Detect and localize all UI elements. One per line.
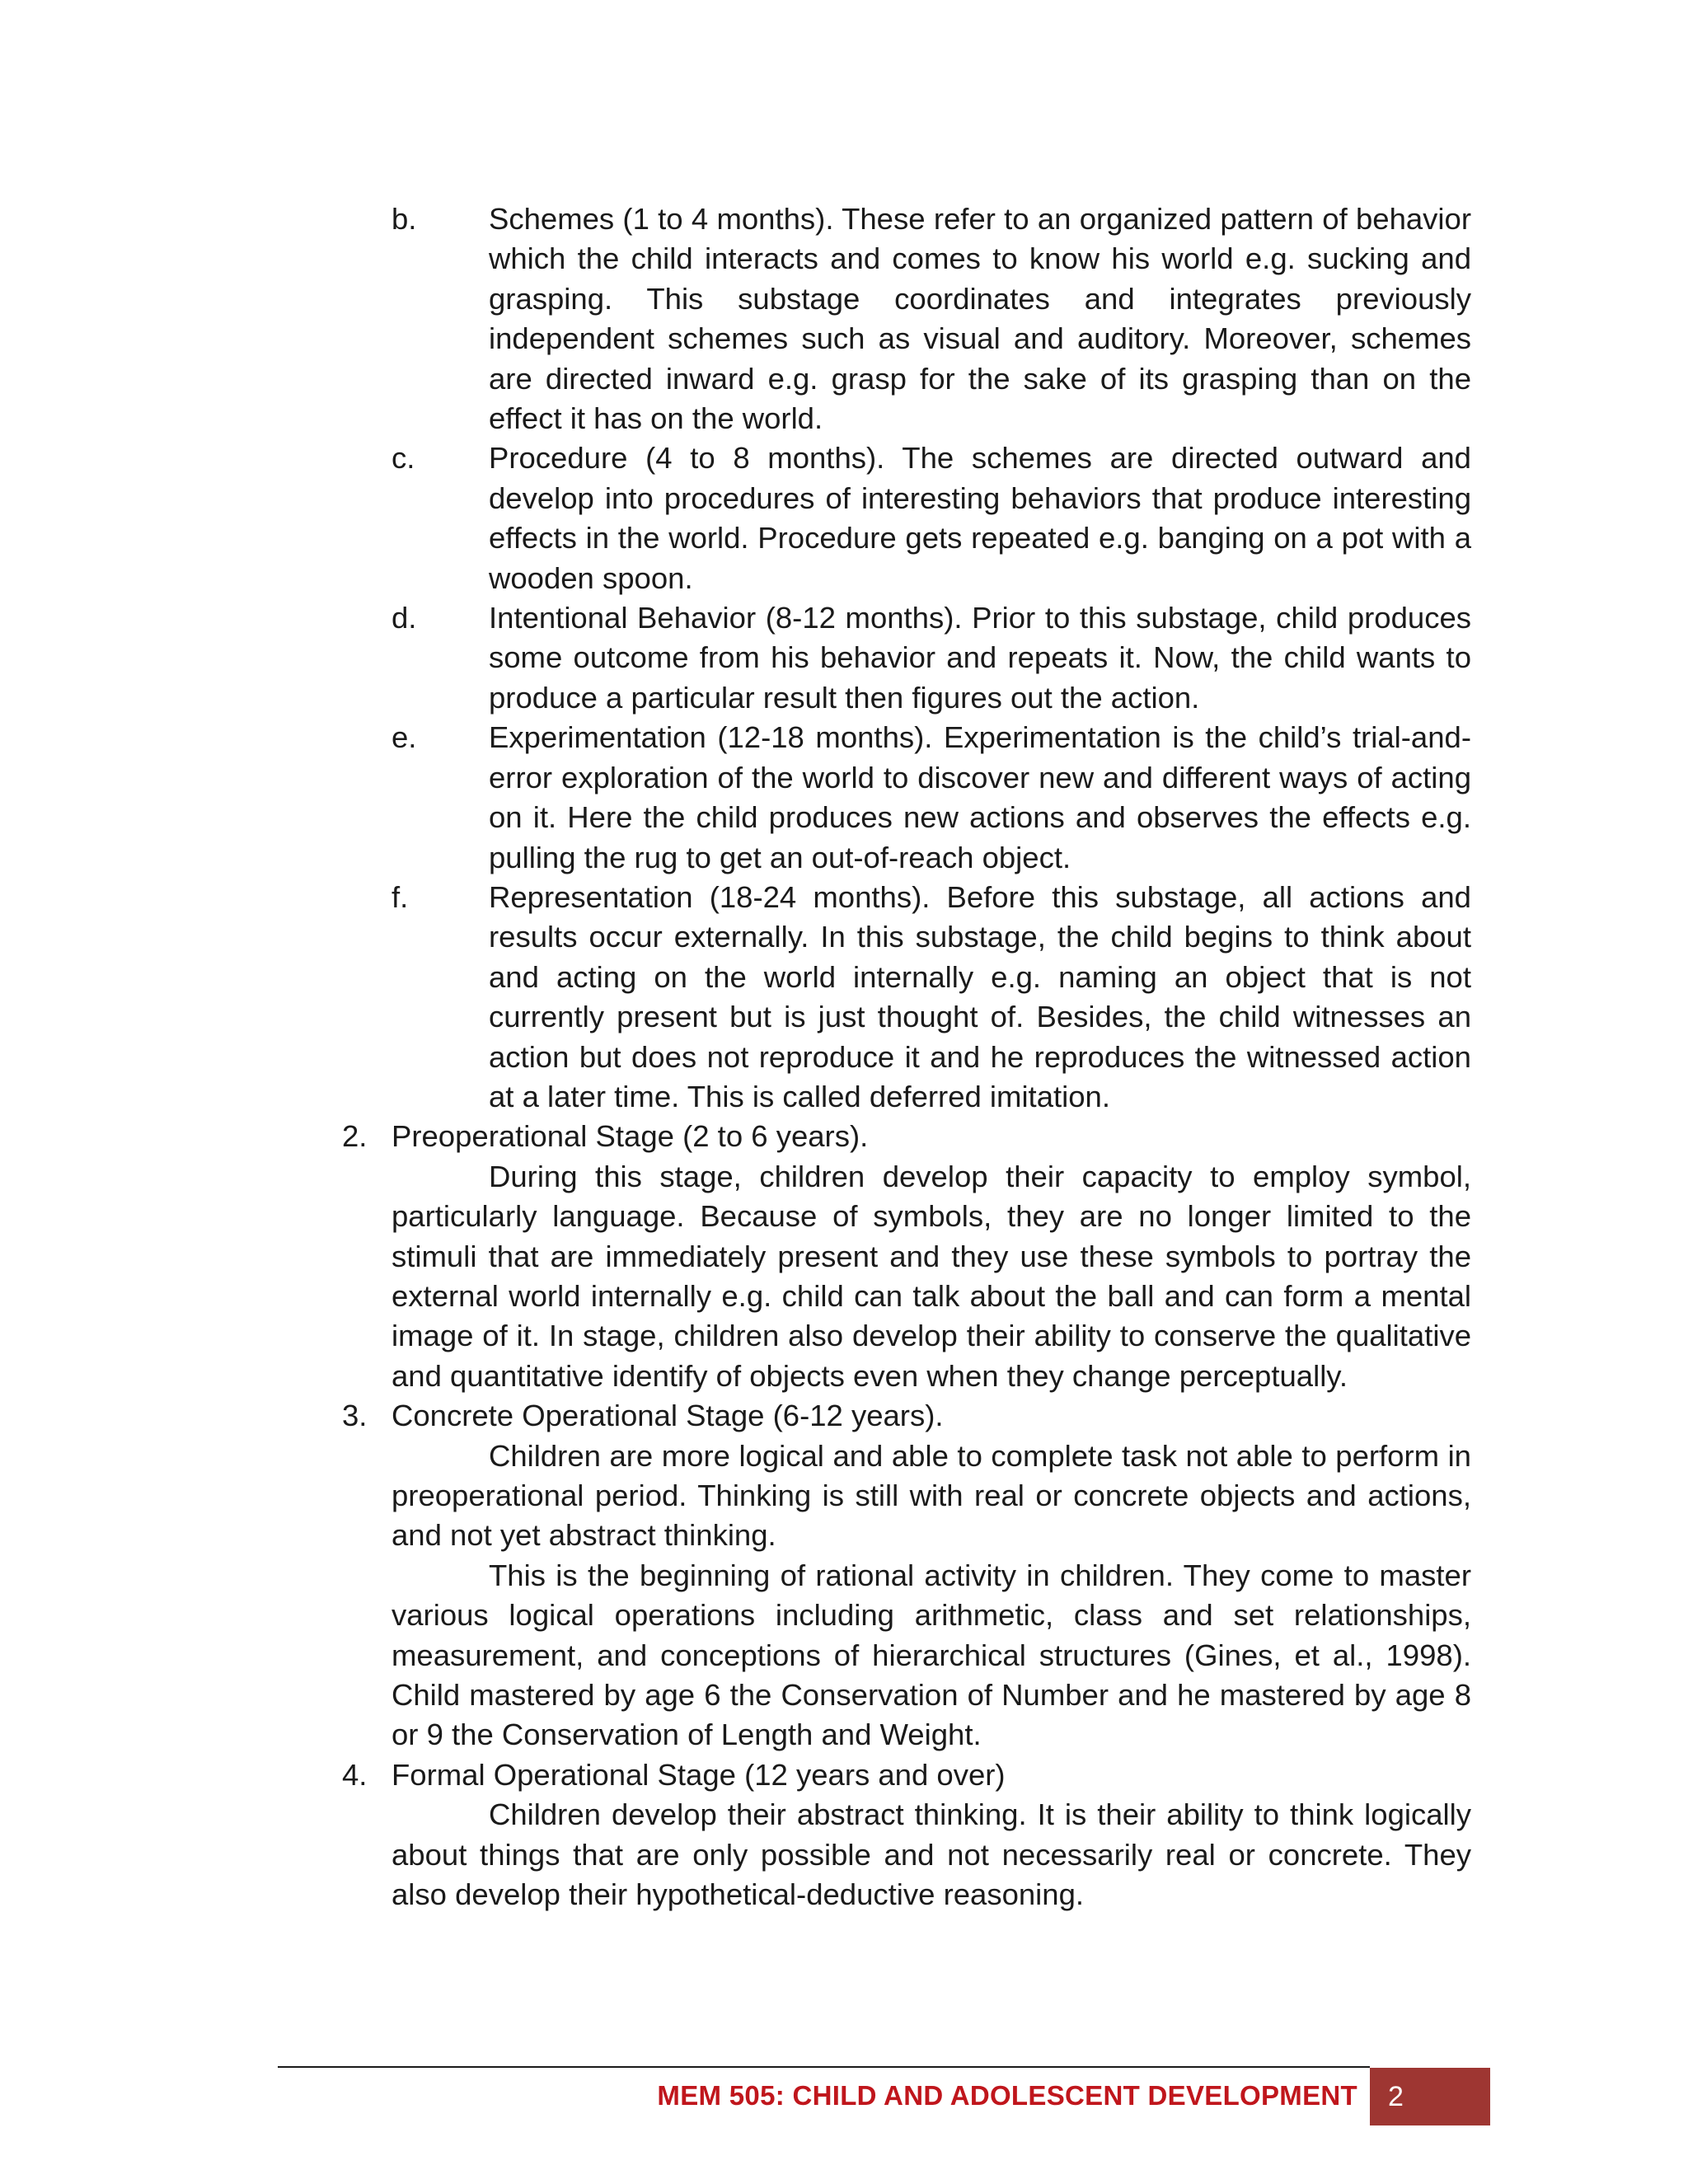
- stage-title: Preoperational Stage (2 to 6 years).: [392, 1119, 869, 1154]
- substage-list: [342, 199, 1471, 1117]
- substage-text: Representation (18-24 months). Before this substage, all actions and results occur externally. In this substage, the child begins to think about and acting on the world internally e.g. naming an object that is not currently present but is just thought of. Besides, the child witnesses an action but does not reproduce it and he reproduces the witnessed action at a later time. This is called deferred imitation.: [489, 879, 1471, 1113]
- list-marker: 3.: [342, 1399, 368, 1433]
- stage-title: Formal Operational Stage (12 years and over): [392, 1757, 1006, 1792]
- substage-item-b: [392, 199, 1471, 438]
- stage-paragraph: Children develop their abstract thinking. It is their ability to think logically about things that are only possible and not necessarily real or concrete. They also develop their hypothetical-deductive reasoning.: [392, 1797, 1471, 1912]
- page-number: 2: [1388, 2081, 1404, 2112]
- list-marker: f.: [392, 879, 409, 914]
- page-number-box: [1370, 2068, 1490, 2125]
- footer-divider: [278, 2066, 1370, 2068]
- list-marker: e.: [392, 720, 417, 755]
- stage-paragraph: During this stage, children develop their capacity to employ symbol, particularly language. Because of symbols, they are no longer limited to the stimuli that are immediately present and they use these symbols to portray the external world internally e.g. child can talk about the ball and can form a mental image of it. In stage, children also develop their ability to conserve the qualitative and quantitative identify of objects even when they change perceptually.: [392, 1159, 1471, 1393]
- substage-item-c: [392, 438, 1471, 598]
- list-marker: c.: [392, 441, 415, 476]
- page-body: [342, 199, 1471, 1915]
- substage-text: Procedure (4 to 8 months). The schemes are directed outward and develop into procedures of interesting behaviors that produce interesting effects in the world. Procedure gets repeated e.g. banging on a pot with a wooden spoon.: [489, 441, 1471, 595]
- substage-item-d: [392, 598, 1471, 718]
- list-marker: 4.: [342, 1757, 368, 1792]
- substage-text: Experimentation (12-18 months). Experimentation is the child’s trial-and-error exploration of the world to discover new and different ways of acting on it. Here the child produces new actions and observes the effects e.g. pulling the rug to get an out-of-reach object.: [489, 720, 1471, 874]
- list-marker: b.: [392, 202, 417, 236]
- footer-course-title: MEM 505: CHILD AND ADOLESCENT DEVELOPMENT: [657, 2080, 1357, 2111]
- stage-paragraph: This is the beginning of rational activity in children. They come to master various logical operations including arithmetic, class and set relationships, measurement, and conceptions of hierarchical structures (Gines, et al., 1998). Child mastered by age 6 the Conservation of Number and he mastered by age 8 or 9 the Conservation of Length and Weight.: [392, 1558, 1471, 1752]
- stage-paragraph: Children are more logical and able to complete task not able to perform in preoperational period. Thinking is still with real or concrete objects and actions, and not yet abstract thinking.: [392, 1438, 1471, 1553]
- substage-item-f: [392, 878, 1471, 1117]
- list-marker: d.: [392, 601, 417, 635]
- substage-text: Intentional Behavior (8-12 months). Prior to this substage, child produces some outcome from his behavior and repeats it. Now, the child wants to produce a particular result then figures out the action.: [489, 601, 1471, 715]
- substage-item-e: [392, 718, 1471, 878]
- stage-item-preoperational: [342, 1117, 1471, 1396]
- stage-item-concrete-operational: [342, 1396, 1471, 1755]
- stage-title: Concrete Operational Stage (6-12 years).: [392, 1399, 944, 1433]
- stage-item-formal-operational: [342, 1755, 1471, 1915]
- substage-text: Schemes (1 to 4 months). These refer to an organized pattern of behavior which the child interacts and comes to know his world e.g. sucking and grasping. This substage coordinates and integrates previously independent schemes such as visual and auditory. Moreover, schemes are directed inward e.g. grasp for the sake of its grasping than on the effect it has on the world.: [489, 202, 1471, 436]
- list-marker: 2.: [342, 1119, 368, 1154]
- stage-list: [342, 1117, 1471, 1915]
